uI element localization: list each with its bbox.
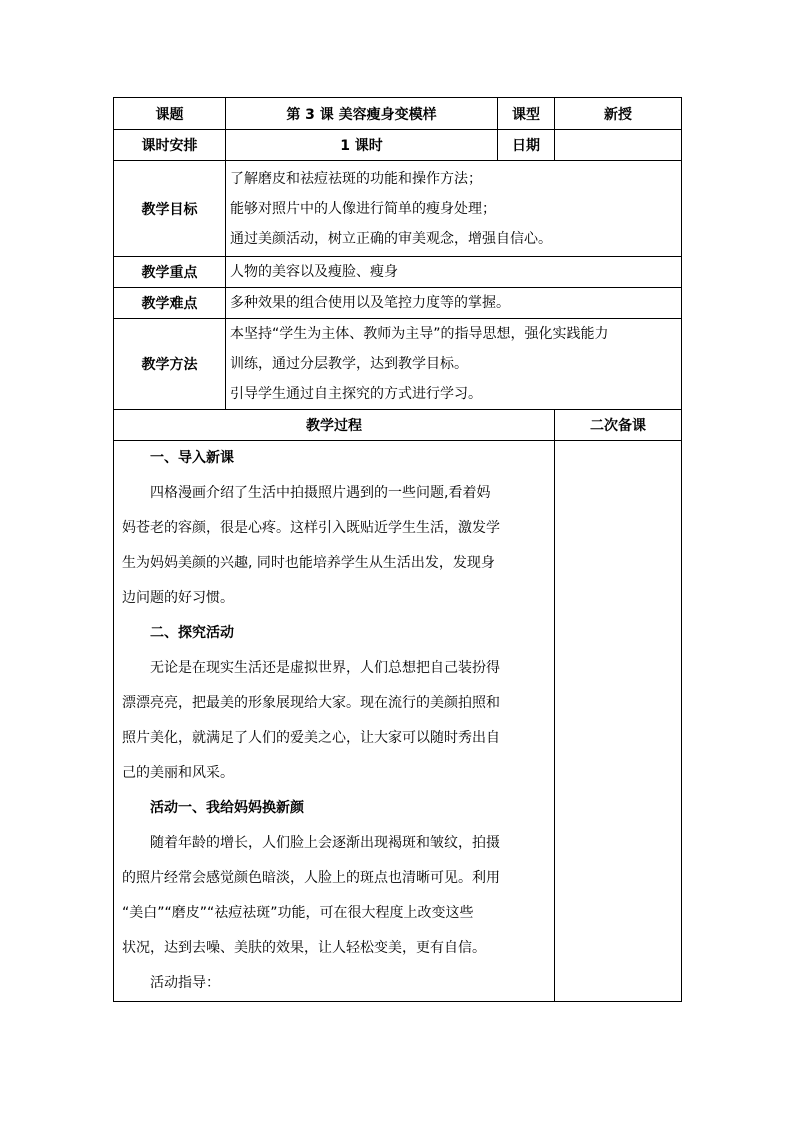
objective-line: 通过美颜活动，树立正确的审美观念，增强自信心。 (230, 230, 552, 247)
paragraph-line: 随着年龄的增长，人们脸上会逐渐出现褐斑和皱纹，拍摄 (150, 835, 500, 851)
activity-title: 活动一、我给妈妈换新颜 (150, 800, 304, 816)
objective-line: 能够对照片中的人像进行简单的瘦身处理； (230, 200, 496, 217)
date-value (555, 130, 682, 161)
paragraph-line: “美白”“磨皮”“祛痘祛斑”功能，可在很大程度上改变这些 (122, 905, 474, 921)
key-points-content: 人物的美容以及瘦脸、瘦身 (226, 257, 682, 288)
paragraph-line: 的照片经常会感觉颜色暗淡，人脸上的斑点也清晰可见。利用 (122, 870, 500, 886)
difficulties-content: 多种效果的组合使用以及笔控力度等的掌握。 (226, 288, 682, 319)
lesson-type-label: 课型 (498, 98, 555, 130)
guidance-label: 活动指导： (150, 975, 220, 991)
objective-line: 了解磨皮和祛痘祛斑的功能和操作方法； (230, 170, 482, 187)
method-line: 训练，通过分层教学，达到教学目标。 (230, 356, 468, 372)
hours-label: 课时安排 (114, 130, 226, 161)
methods-label: 教学方法 (114, 319, 226, 410)
key-points-label: 教学重点 (114, 257, 226, 288)
hours-row (114, 130, 682, 161)
methods-content (226, 319, 682, 410)
objectives-label: 教学目标 (114, 161, 226, 257)
hours-value: 1 课时 (226, 130, 498, 161)
process-body-row (114, 441, 682, 1002)
paragraph-line: 己的美丽和风采。 (122, 765, 234, 781)
subject-row (114, 98, 682, 130)
paragraph-line: 妈苍老的容颜，很是心疼。这样引入既贴近学生生活，激发学 (122, 520, 500, 536)
difficulties-row (114, 288, 682, 319)
paragraph-line: 状况，达到去噪、美肤的效果，让人轻松变美，更有自信。 (122, 940, 486, 956)
paragraph-line: 漂漂亮亮，把最美的形象展现给大家。现在流行的美颜拍照和 (122, 695, 500, 711)
subject-value: 第 3 课 美容瘦身变模样 (226, 98, 498, 130)
second-prep-cell (555, 441, 682, 1002)
process-header-row (114, 410, 682, 441)
subject-label: 课题 (114, 98, 226, 130)
paragraph-line: 边问题的好习惯。 (122, 590, 234, 606)
objectives-row (114, 161, 682, 257)
methods-row (114, 319, 682, 410)
paragraph-line: 生为妈妈美颜的兴趣, 同时也能培养学生从生活出发，发现身 (122, 555, 495, 571)
lesson-type-value: 新授 (555, 98, 682, 130)
objectives-content (226, 161, 682, 257)
difficulties-label: 教学难点 (114, 288, 226, 319)
paragraph-line: 照片美化，就满足了人们的爱美之心，让大家可以随时秀出自 (122, 730, 500, 746)
process-content (114, 441, 555, 1002)
section-title-intro: 一、导入新课 (150, 450, 234, 466)
paragraph-line: 无论是在现实生活还是虚拟世界，人们总想把自己装扮得 (150, 660, 500, 676)
second-prep-header: 二次备课 (555, 410, 682, 441)
date-label: 日期 (498, 130, 555, 161)
paragraph-line: 四格漫画介绍了生活中拍摄照片遇到的一些问题,看着妈 (150, 485, 491, 501)
section-title-explore: 二、探究活动 (150, 625, 234, 641)
lesson-plan-table (113, 97, 682, 1002)
method-line: 本坚持“学生为主体、教师为主导”的指导思想，强化实践能力 (230, 326, 609, 342)
method-line: 引导学生通过自主探究的方式进行学习。 (230, 386, 482, 402)
key-points-row (114, 257, 682, 288)
process-header: 教学过程 (114, 410, 555, 441)
